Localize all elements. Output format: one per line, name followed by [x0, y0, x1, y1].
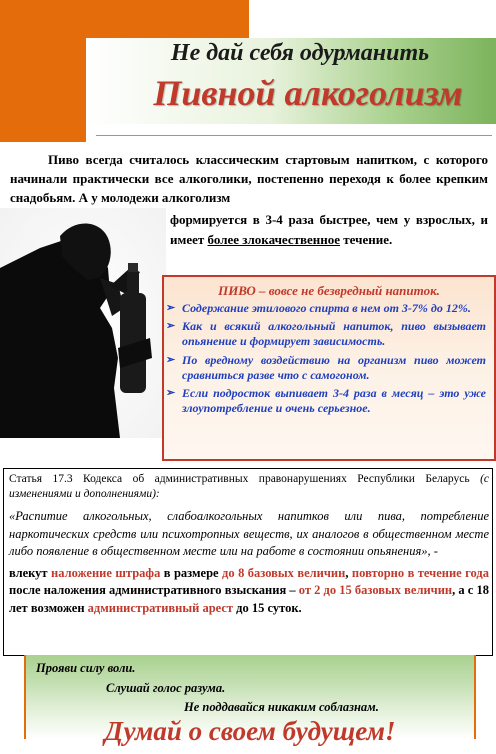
- intro-text-lead: формируется в 3-4 раза быстрее, чем у взрослых, и имеет: [170, 212, 488, 247]
- law-highlight: административный арест: [87, 600, 234, 615]
- law-quote: «Распитие алкогольных, слабоалкогольных напитков или пива, потребление наркотических средств или психотропных веществ, их аналогов в общественном месте либо появление в общественном месте или на работе в состоянии опьянения», -: [9, 509, 489, 558]
- slogan-line: Прояви силу воли.: [36, 661, 136, 675]
- intro-text-tail: течение.: [340, 231, 393, 247]
- law-heading: [9, 472, 489, 502]
- law-text-part: влекут: [9, 565, 52, 580]
- law-text-part: до 15 суток.: [233, 600, 302, 615]
- intro-text-bottom: [170, 210, 488, 249]
- intro-text-top: Пиво всегда считалось классическим стартовым напитком, с которого начинали практически все алкоголики, постепенно переходя к более крепким снадобьям. А у молодежи алкоголизм: [10, 152, 488, 205]
- orange-decor-left: [0, 0, 86, 142]
- law-highlight: наложение штрафа: [51, 565, 161, 580]
- slogan-line: Слушай голос разума.: [106, 681, 226, 695]
- intro-text-underlined: более злокачественное: [207, 231, 341, 247]
- silhouette-image: [0, 208, 166, 438]
- law-highlight: до 8 базовых величин: [222, 565, 346, 580]
- law-highlight: от 2 до 15 базовых величин: [298, 583, 453, 597]
- law-penalty-text: [9, 565, 489, 618]
- arrow-bullet-icon: ➢: [166, 387, 176, 400]
- law-highlight: повторно в течение года: [351, 565, 489, 580]
- warning-item-text: Если подросток выпивает 3-4 раза в месяц – это уже злоупотребление и очень серьезное.: [182, 386, 486, 416]
- law-text-part: после наложения административного взыскания –: [9, 583, 299, 597]
- warning-item: [166, 301, 486, 316]
- warning-item-text: По вредному воздействию на организм пиво может сравниться разве что с самогоном.: [182, 352, 486, 382]
- orange-decor-top: [86, 0, 249, 40]
- law-text-part: ,: [345, 565, 352, 580]
- man-drinking-beer-photo: [0, 208, 166, 438]
- law-text-part: в размере: [160, 565, 223, 580]
- warning-item: [166, 353, 486, 383]
- warning-item: [166, 386, 486, 416]
- slogan-line: Не поддавайся никаким соблазнам.: [184, 700, 379, 714]
- warning-list: [166, 301, 486, 419]
- warning-item-text: Содержание этилового спирта в нем от 3-7% до 12%.: [182, 301, 471, 315]
- law-content: [9, 472, 489, 617]
- header-subtitle: Не дай себя одурманить: [170, 40, 430, 66]
- final-call-to-action: Думай о своем будущем!: [104, 716, 396, 746]
- header-divider: [96, 135, 492, 136]
- law-box: [3, 468, 493, 656]
- law-text-part: , а с 18 лет возможен: [9, 583, 489, 615]
- warning-title: ПИВО – вовсе не безвредный напиток.: [218, 283, 440, 298]
- law-heading-text: Статья 17.3 Кодекса об административных правонарушениях Республики Беларусь: [9, 473, 470, 485]
- arrow-bullet-icon: ➢: [166, 353, 176, 366]
- law-heading-note: (с изменениями и дополнениями):: [9, 473, 489, 500]
- header-title: Пивной алкоголизм: [153, 73, 463, 113]
- arrow-bullet-icon: ➢: [166, 302, 176, 314]
- intro-paragraph: [10, 150, 488, 207]
- arrow-bullet-icon: ➢: [166, 320, 176, 333]
- warning-item-text: Как и всякий алкогольный напиток, пиво вызывает опьянение и формирует зависимость.: [182, 319, 486, 349]
- beer-warning-box: [162, 275, 496, 461]
- warning-item: [166, 319, 486, 349]
